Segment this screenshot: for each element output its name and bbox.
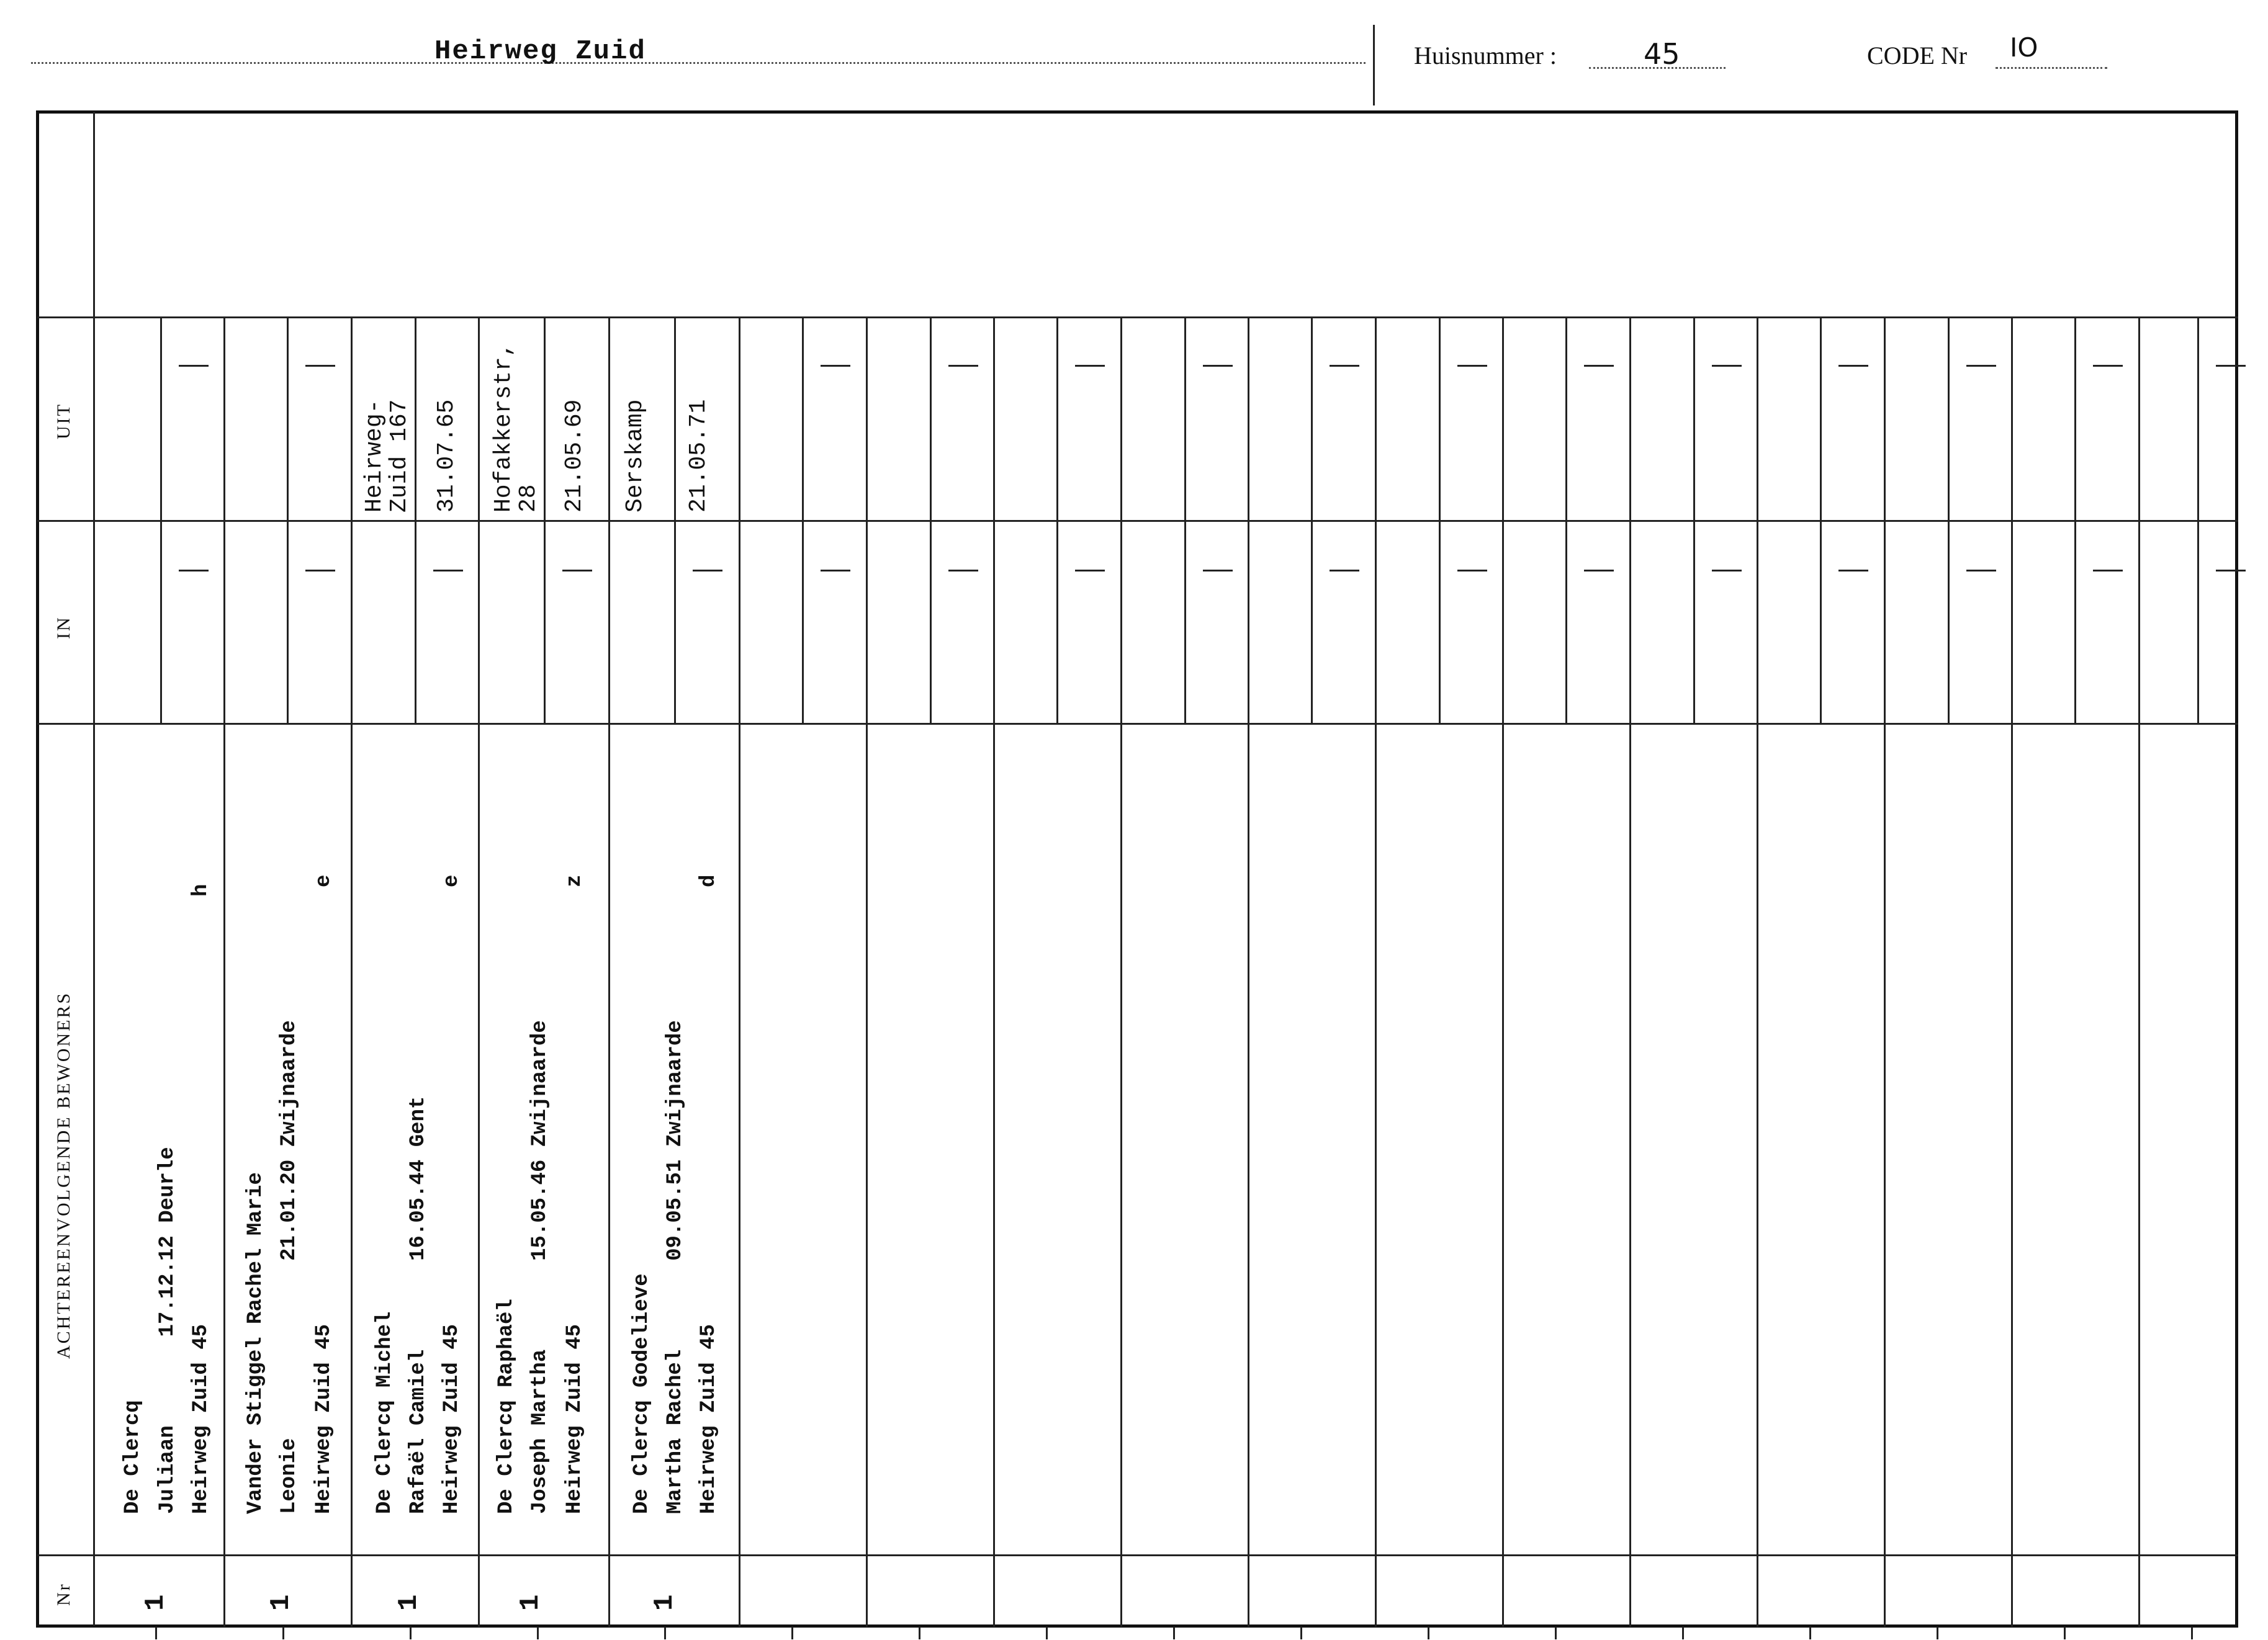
subcolumn-divider [1439, 318, 1441, 723]
subcolumn-divider [1184, 318, 1186, 723]
subcolumn-divider [1820, 318, 1822, 723]
subcolumn-divider [1565, 318, 1567, 723]
subcolumn-divider [930, 318, 932, 723]
resident-4-line2: Joseph Martha 15.05.46 Zwijnaarde [528, 1020, 552, 1514]
bottom-tick [537, 1627, 539, 1639]
subcolumn-divider [544, 318, 546, 723]
subcolumn-divider [674, 318, 676, 723]
column-divider [1884, 318, 1886, 1627]
resident-1-line1: De Clercq [121, 1400, 145, 1514]
resident-4-line1: De Clercq Raphaël [495, 1299, 518, 1514]
resident-1-line2: Juliaan 17.12.12 Deurle [156, 1147, 179, 1514]
column-divider [351, 318, 353, 1627]
subcolumn-divider [415, 318, 416, 723]
resident-3-code: e [440, 874, 464, 887]
resident-1-nr: 1 [140, 1594, 171, 1611]
resident-4-uit-date: 21.05.69 [561, 399, 588, 513]
empty-entry-dash [1330, 570, 1359, 571]
bottom-tick [664, 1627, 666, 1639]
empty-entry-dash [1203, 365, 1233, 367]
subcolumn-divider [160, 318, 162, 723]
resident-4-nr: 1 [515, 1594, 546, 1611]
empty-entry-dash [2216, 365, 2246, 367]
subcolumn-divider [1693, 318, 1695, 723]
resident-3-line3: Heirweg Zuid 45 [440, 1324, 464, 1514]
column-divider [2138, 318, 2140, 1627]
column-divider [2011, 318, 2013, 1627]
resident-2-line1: Vander Stiggel Rachel Marie [244, 1172, 268, 1514]
column-divider [1120, 318, 1122, 1627]
empty-entry-dash [1457, 365, 1487, 367]
empty-entry-dash [1075, 365, 1105, 367]
empty-entry-dash [179, 365, 209, 367]
empty-entry-dash [1075, 570, 1105, 571]
resident-2-nr: 1 [266, 1594, 297, 1611]
empty-entry-dash [562, 570, 592, 571]
subcolumn-divider [802, 318, 804, 723]
uit-top-line [37, 316, 2238, 318]
resident-4-code: z [563, 874, 587, 887]
empty-entry-dash [1712, 365, 1742, 367]
bottom-tick [282, 1627, 284, 1639]
resident-5-line3: Heirweg Zuid 45 [697, 1324, 721, 1514]
in-residents-line [37, 723, 2238, 725]
resident-4-line3: Heirweg Zuid 45 [563, 1324, 587, 1514]
empty-entry-dash [1584, 570, 1614, 571]
bottom-tick [791, 1627, 793, 1639]
subcolumn-divider [1311, 318, 1313, 723]
resident-3-uit-date: 31.07.65 [433, 399, 460, 513]
empty-entry-dash [821, 365, 850, 367]
empty-entry-dash [2216, 570, 2246, 571]
bottom-tick [1809, 1627, 1811, 1639]
subcolumn-divider [1948, 318, 1950, 723]
empty-entry-dash [2093, 570, 2123, 571]
resident-5-nr: 1 [649, 1594, 680, 1611]
bottom-tick [919, 1627, 920, 1639]
empty-entry-dash [305, 365, 335, 367]
empty-entry-dash [821, 570, 850, 571]
bottom-tick [1555, 1627, 1557, 1639]
empty-entry-dash [1203, 570, 1233, 571]
header-divider [1373, 25, 1375, 105]
resident-2-line3: Heirweg Zuid 45 [312, 1324, 336, 1514]
empty-entry-dash [433, 570, 463, 571]
empty-entry-dash [1712, 570, 1742, 571]
empty-entry-dash [1966, 365, 1996, 367]
resident-5-uit-date: 21.05.71 [685, 399, 712, 513]
column-divider [1375, 318, 1377, 1627]
bottom-tick [1682, 1627, 1684, 1639]
bottom-tick [2191, 1627, 2193, 1639]
register-sheet [36, 110, 2238, 1628]
section-label-in: IN [53, 616, 74, 639]
resident-2-line2: Leonie 21.01.20 Zwijnaarde [277, 1020, 301, 1514]
residents-nr-line [37, 1554, 2238, 1556]
label-column-divider [93, 112, 95, 1626]
empty-entry-dash [1584, 365, 1614, 367]
bottom-tick [1173, 1627, 1175, 1639]
empty-entry-dash [948, 365, 978, 367]
empty-entry-dash [1966, 570, 1996, 571]
column-divider [223, 318, 225, 1627]
empty-entry-dash [305, 570, 335, 571]
section-label-nr: Nr [53, 1582, 74, 1606]
uit-in-line [37, 520, 2238, 522]
column-divider [1248, 318, 1249, 1627]
resident-3-line2: Rafaël Camiel 16.05.44 Gent [407, 1096, 430, 1514]
code-label: CODE Nr [1867, 42, 1968, 69]
resident-5-line2: Martha Rachel 09.05.51 Zwijnaarde [664, 1020, 687, 1514]
subcolumn-divider [2197, 318, 2199, 723]
subcolumn-divider [2074, 318, 2076, 723]
bottom-tick [410, 1627, 412, 1639]
bottom-tick [1937, 1627, 1938, 1639]
code-value: IO [2010, 32, 2038, 63]
section-label-residents: ACHTEREENVOLGENDE BEWONERS [53, 991, 74, 1359]
resident-2-code: e [312, 874, 336, 887]
street-name: Heirweg Zuid [434, 36, 646, 67]
bottom-tick [155, 1627, 157, 1639]
column-divider [608, 318, 610, 1627]
resident-5-code: d [697, 874, 721, 887]
code-dots [1996, 67, 2107, 69]
column-divider [1502, 318, 1504, 1627]
empty-entry-dash [1838, 570, 1868, 571]
bottom-tick [1046, 1627, 1048, 1639]
column-divider [1629, 318, 1631, 1627]
column-divider [866, 318, 868, 1627]
resident-4-uit-place: Hofakkerstr, 28 [490, 343, 542, 513]
column-divider [478, 318, 480, 1627]
house-number-label: Huisnummer : [1414, 42, 1557, 69]
subcolumn-divider [1056, 318, 1058, 723]
empty-entry-dash [1838, 365, 1868, 367]
bottom-tick [2064, 1627, 2066, 1639]
resident-3-nr: 1 [394, 1594, 425, 1611]
section-label-uit: UIT [53, 403, 74, 439]
column-divider [739, 318, 740, 1627]
bottom-tick [1428, 1627, 1429, 1639]
column-divider [1757, 318, 1758, 1627]
resident-3-uit-place: Heirweg- Zuid 167 [361, 399, 413, 513]
resident-1-code: h [189, 884, 213, 897]
empty-entry-dash [693, 570, 722, 571]
bottom-tick [1300, 1627, 1302, 1639]
house-number-value: 45 [1644, 37, 1680, 71]
header-dotted-line [31, 62, 1366, 64]
resident-5-uit-place: Serskamp [622, 399, 649, 513]
empty-entry-dash [2093, 365, 2123, 367]
resident-3-line1: De Clercq Michel [373, 1311, 397, 1514]
empty-entry-dash [1330, 365, 1359, 367]
column-divider [993, 318, 995, 1627]
subcolumn-divider [287, 318, 289, 723]
resident-5-line1: De Clercq Godelieve [630, 1273, 654, 1514]
empty-entry-dash [948, 570, 978, 571]
resident-1-line3: Heirweg Zuid 45 [189, 1324, 213, 1514]
empty-entry-dash [1457, 570, 1487, 571]
empty-entry-dash [179, 570, 209, 571]
